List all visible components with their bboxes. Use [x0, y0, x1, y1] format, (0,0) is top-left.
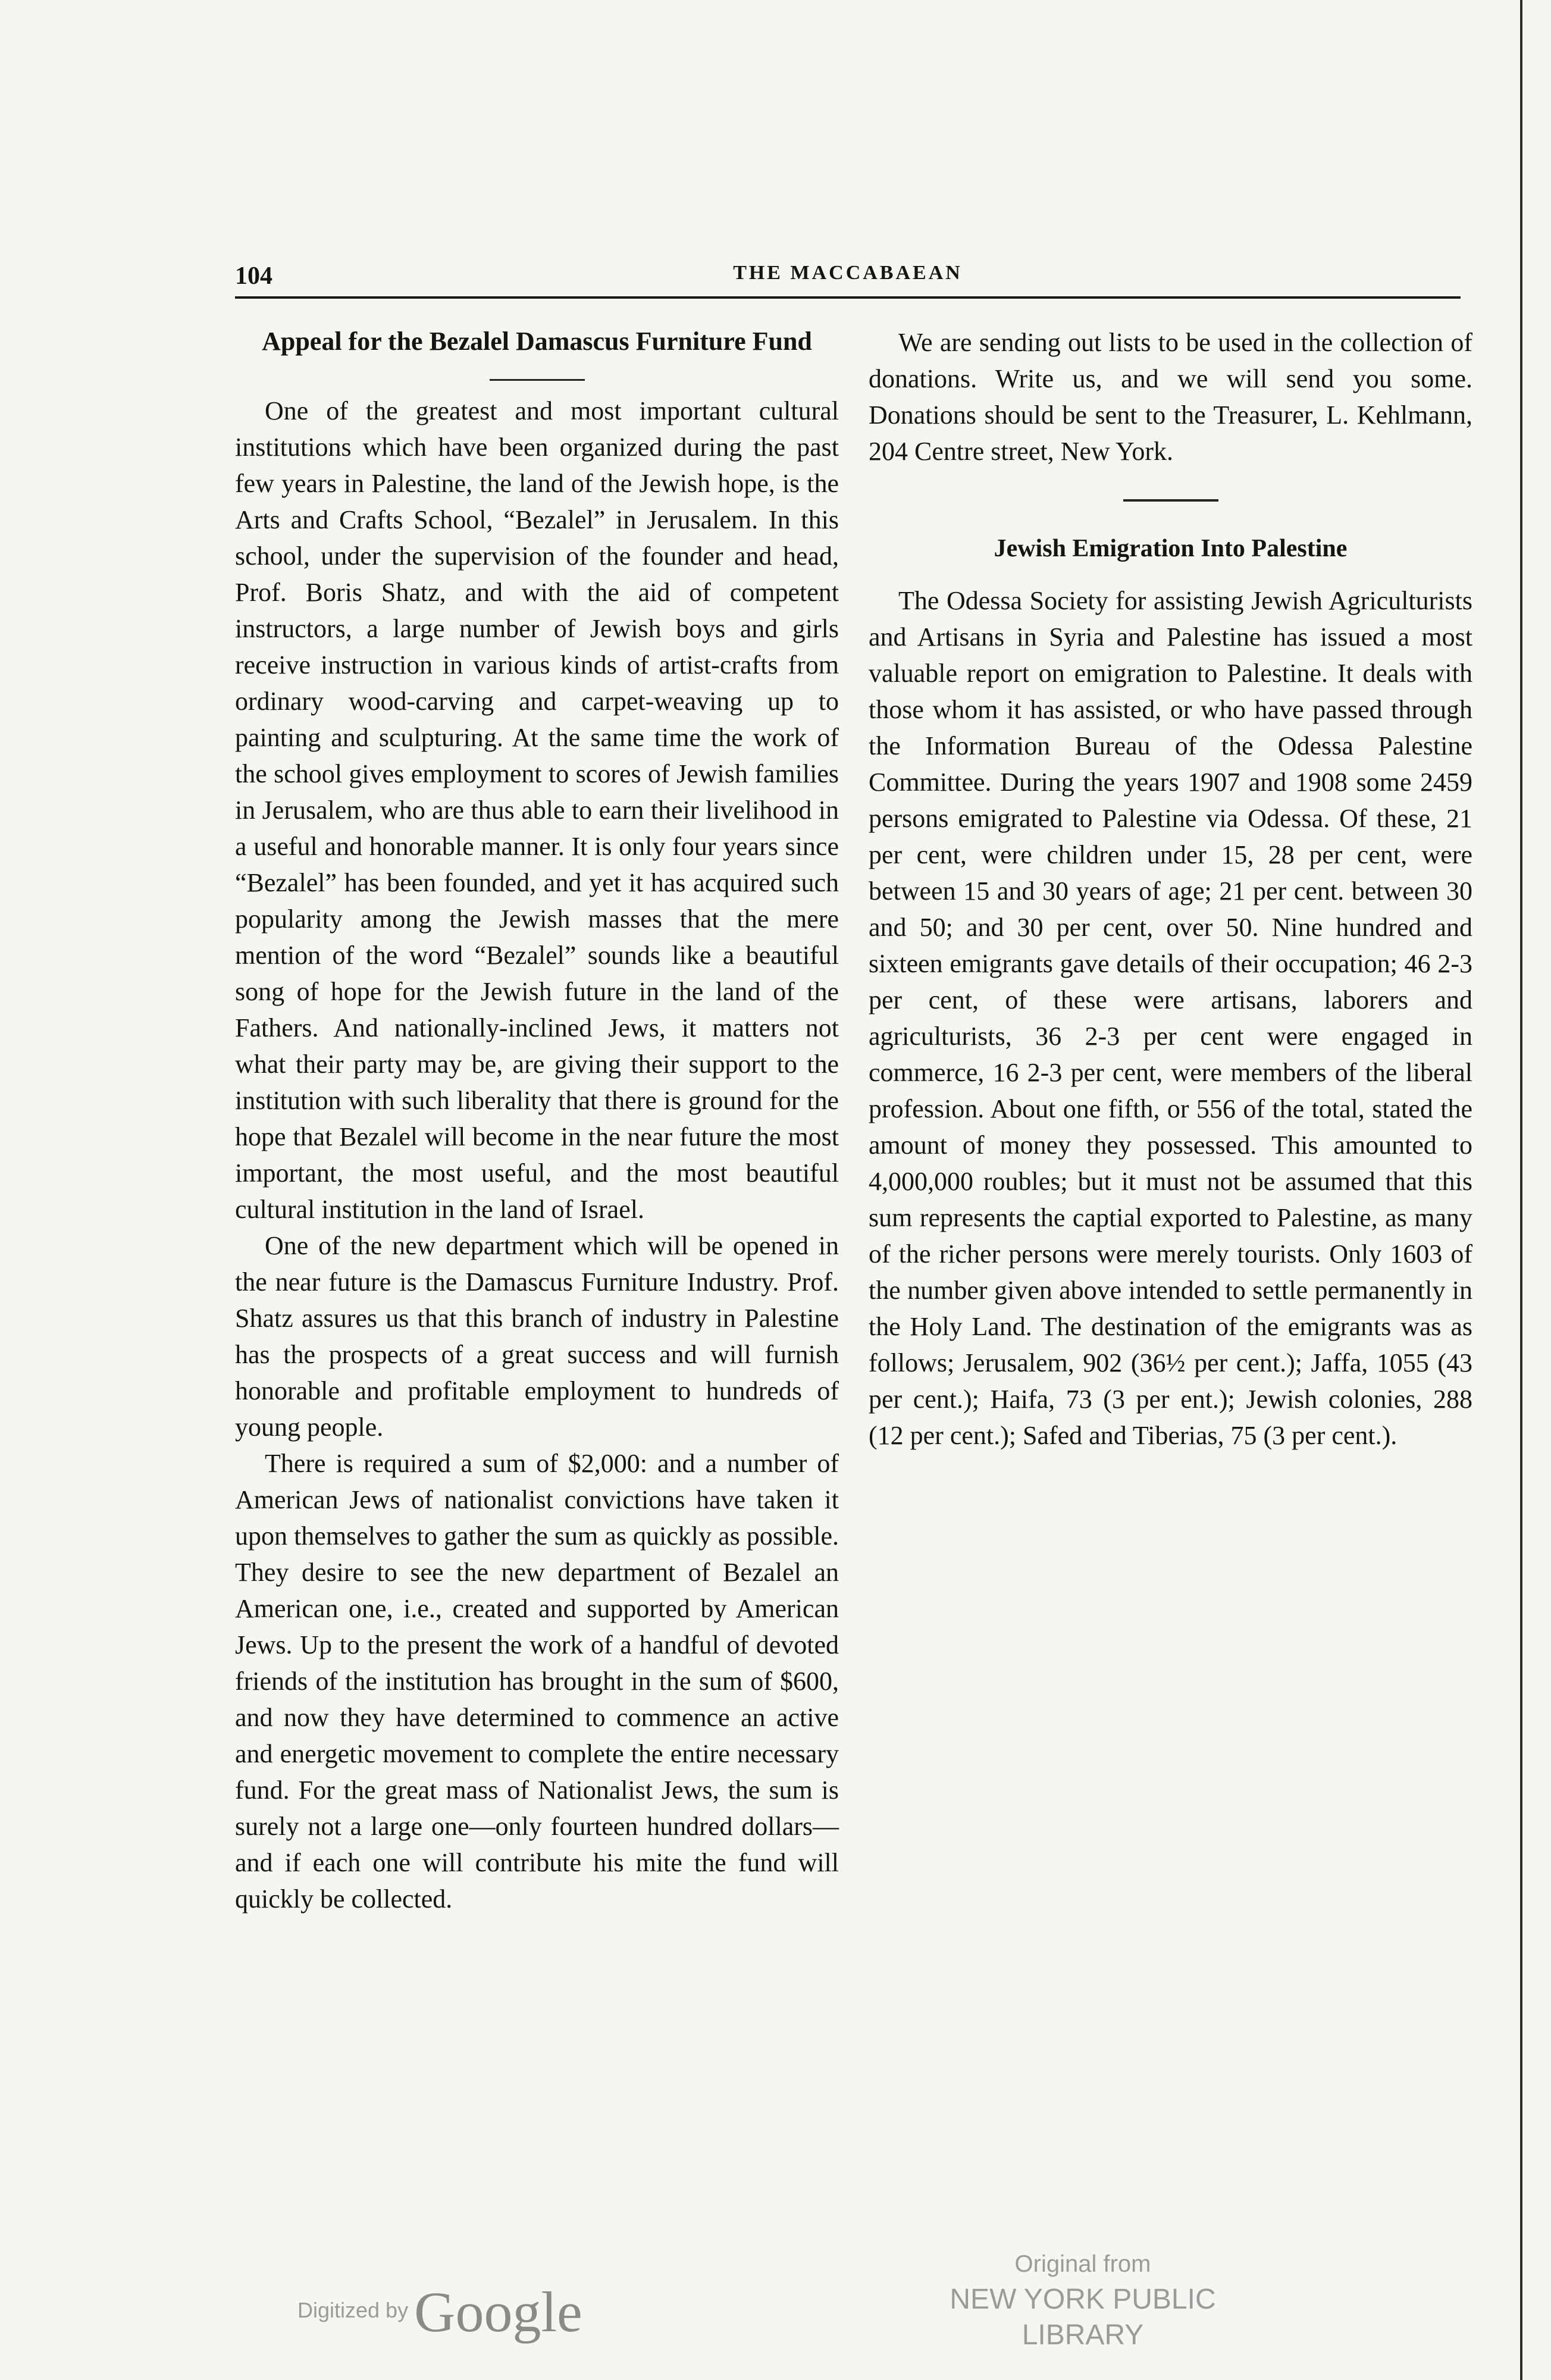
original-from-footer — [892, 2246, 1273, 2353]
original-from-label: Original from — [1014, 2251, 1151, 2277]
bezalel-paragraph-4: We are sending out lists to be used in the collection of donations. Write us, and we will send you some. Donations should be sent to the Treasurer, L. Kehlmann, 204 Centre street, New York. — [869, 328, 1472, 466]
bezalel-paragraph-3: There is required a sum of $2,000: and a number of American Jews of nationalist convictions have taken it upon themselves to gather the sum as quickly as possible. They desire to see the new department of Bezalel an American one, i.e., created and supported by American Jews. Up to the present the work of a handful of devoted friends of the institution has brought in the sum of $600, and now they have determined to commence an active and energetic movement to complete the entire necessary fund. For the great mass of Nationalist Jews, the sum is surely not a large one—only fourteen hundred dollars—and if each one will contribute his mite the fund will quickly be collected. — [235, 1449, 839, 1914]
article-title-bezalel: Appeal for the Bezalel Damascus Furniture Fund — [262, 327, 812, 356]
right-column — [869, 324, 1472, 1454]
title-divider — [490, 379, 585, 381]
section-divider — [1123, 499, 1218, 502]
header-rule — [235, 296, 1461, 299]
digitized-by-label: Digitized by — [297, 2298, 409, 2323]
bezalel-paragraph-2: One of the new department which will be opened in the near future is the Damascus Furniture Industry. Prof. Shatz assures us that this branch of industry in Palestine has the prospects of a great success and will furnish honorable and profitable employment to hundreds of young people. — [235, 1231, 839, 1442]
digitized-by-footer — [297, 2279, 582, 2345]
left-column — [235, 324, 839, 1917]
bezalel-paragraph-1: One of the greatest and most important cultural institutions which have been organized during the past few years in Palestine, the land of the Jewish hope, is the Arts and Crafts School, “Bezalel” in Jerusalem. In this school, under the supervision of the founder and head, Prof. Boris Shatz, and with the aid of competent instructors, a large number of Jewish boys and girls receive instruction in various kinds of artist-crafts from ordinary wood-carving and carpet-weaving up to painting and sculpturing. At the same time the work of the school gives employment to scores of Jewish families in Jerusalem, who are thus able to earn their livelihood in a useful and honorable manner. It is only four years since “Bezalel” has been founded, and yet it has acquired such popularity among the Jewish masses that the mere mention of the word “Bezalel” sounds like a beautiful song of hope for the Jewish future in the land of the Fathers. And nationally-inclined Jews, it matters not what their party may be, are giving their support to the institution with such liberality that there is ground for the hope that Bezalel will become in the near future the most important, the most useful, and the most beautiful cultural institution in the land of Israel. — [235, 396, 839, 1224]
google-logo: Google — [414, 2280, 582, 2344]
page-header — [235, 262, 1461, 298]
library-name: NEW YORK PUBLIC LIBRARY — [950, 2284, 1216, 2351]
running-title: THE MACCABAEAN — [733, 262, 963, 284]
emigration-paragraph-1: The Odessa Society for assisting Jewish Agriculturists and Artisans in Syria and Palestine has issued a most valuable report on emigration to Palestine. It deals with those whom it has assisted, or who have passed through the Information Bureau of the Odessa Palestine Committee. During the years 1907 and 1908 some 2459 persons emigrated to Palestine via Odessa. Of these, 21 per cent, were children under 15, 28 per cent, were between 15 and 30 years of age; 21 per cent. between 30 and 50; and 30 per cent, over 50. Nine hundred and sixteen emigrants gave details of their occupation; 46 2-3 per cent, of these were artisans, laborers and agriculturists, 36 2-3 per cent were engaged in commerce, 16 2-3 per cent, were members of the liberal profession. About one fifth, or 556 of the total, stated the amount of money they possessed. This amounted to 4,000,000 roubles; but it must not be assumed that this sum represents the captial exported to Palestine, as many of the richer persons were merely tourists. Only 1603 of the number given above intended to settle permanently in the Holy Land. The destination of the emigrants was as follows; Jerusalem, 902 (36½ per cent.); Jaffa, 1055 (43 per cent.); Haifa, 73 (3 per ent.); Jewish colonies, 288 (12 per cent.); Safed and Tiberias, 75 (3 per cent.). — [869, 586, 1472, 1450]
article-title-emigration: Jewish Emigration Into Palestine — [994, 535, 1348, 562]
page-number: 104 — [235, 262, 272, 290]
page-edge-strip — [1520, 0, 1522, 2380]
